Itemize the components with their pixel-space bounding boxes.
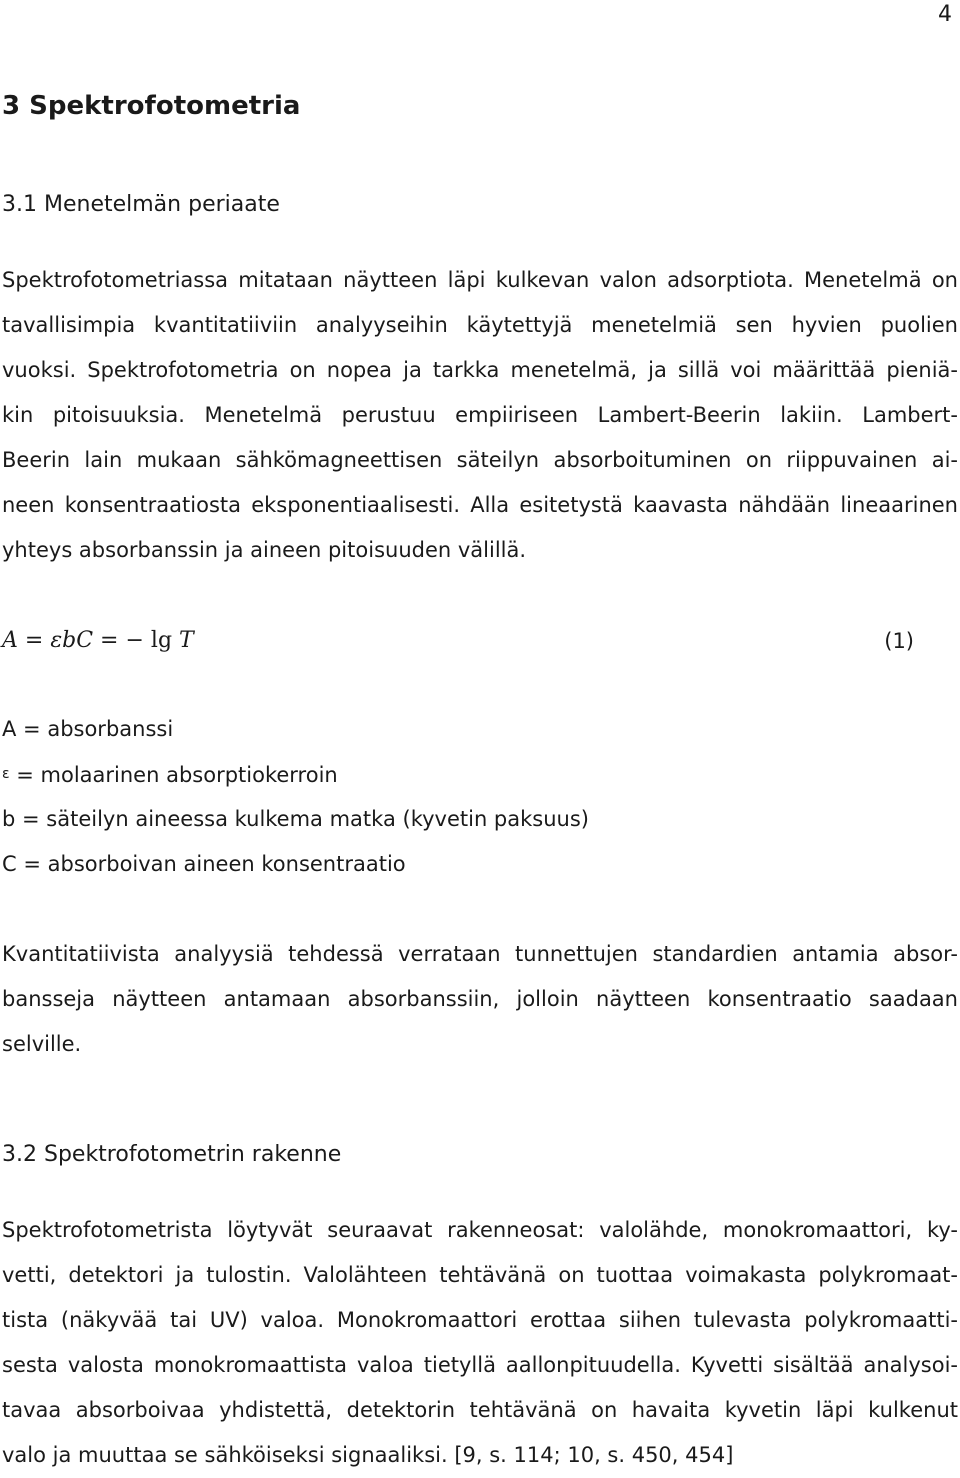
chapter-title: 3 Spektrofotometria — [2, 91, 301, 121]
section-title-3-2: 3.2 Spektrofotometrin rakenne — [2, 1142, 342, 1167]
paragraph-line: tavaa absorboivaa yhdistettä, detektorin tehtävänä on havaita kyvetin läpi kulkenut — [2, 1398, 958, 1422]
paragraph-line: vuoksi. Spektrofotometria on nopea ja tarkka menetelmä, ja sillä voi määrittää pieniä- — [2, 358, 958, 382]
page-number: 4 — [938, 2, 952, 27]
paragraph-line: vetti, detektori ja tulostin. Valolähteen tehtävänä on tuottaa voimakasta polykromaat- — [2, 1263, 958, 1287]
formula-equals: = — [17, 628, 51, 653]
formula-equals-minus: = − — [93, 628, 144, 653]
paragraph-line: tavallisimpia kvantitatiiviin analyyseihin käytettyjä menetelmiä sen hyvien puolien — [2, 313, 958, 337]
formula-symbol-a: A — [2, 628, 18, 653]
paragraph-line: sesta valosta monokromaattista valoa tietyllä aallonpituudella. Kyvetti sisältää analysoi- — [2, 1353, 958, 1377]
equation-number: (1) — [884, 629, 914, 653]
definition-symbol: A — [2, 717, 17, 741]
definition-symbol: b — [2, 807, 16, 831]
definition-symbol: C — [2, 852, 17, 876]
paragraph-line: kin pitoisuuksia. Menetelmä perustuu empiiriseen Lambert-Beerin lakiin. Lambert- — [2, 403, 958, 427]
paragraph-line: neen konsentraatiosta eksponentiaalisesti. Alla esitetystä kaavasta nähdään lineaarinen — [2, 493, 958, 517]
definition-concentration — [2, 849, 406, 879]
definition-text: = molaarinen absorptiokerroin — [9, 763, 338, 787]
section-title-3-1: 3.1 Menetelmän periaate — [2, 192, 280, 217]
definition-text: = absorbanssi — [16, 717, 174, 741]
definition-path-length — [2, 804, 589, 834]
definition-absorbance — [2, 714, 173, 744]
definition-symbol: ε — [2, 766, 10, 782]
paragraph-line: yhteys absorbanssin ja aineen pitoisuuden välillä. — [2, 538, 527, 562]
paragraph-line: Beerin lain mukaan sähkömagneettisen säteilyn absorboituminen on riippuvainen ai- — [2, 448, 958, 472]
paragraph-line: tista (näkyvää tai UV) valoa. Monokromaattori erottaa siihen tulevasta polykromaatti- — [2, 1308, 958, 1332]
paragraph-line: valo ja muuttaa se sähköiseksi signaaliksi. [9, s. 114; 10, s. 450, 454] — [2, 1443, 734, 1467]
paragraph-structure — [2, 1208, 958, 1478]
formula-symbol-b: b — [62, 628, 77, 653]
paragraph-principle — [2, 258, 958, 573]
paragraph-quantitative — [2, 932, 958, 1067]
definition-text: = absorboivan aineen konsentraatio — [16, 852, 406, 876]
beer-lambert-formula — [2, 624, 194, 658]
formula-symbol-epsilon: ε — [50, 628, 63, 653]
paragraph-line: Spektrofotometrista löytyvät seuraavat rakenneosat: valolähde, monokromaattori, ky- — [2, 1218, 958, 1242]
definition-molar-absorptivity — [2, 759, 338, 790]
paragraph-line: bansseja näytteen antamaan absorbanssiin, jolloin näytteen konsentraatio saadaan — [2, 987, 958, 1011]
formula-lg: lg — [150, 628, 173, 653]
paragraph-line: Kvantitatiivista analyysiä tehdessä verrataan tunnettujen standardien antamia absor- — [2, 942, 958, 966]
paragraph-line: selville. — [2, 1032, 82, 1056]
formula-symbol-t: T — [179, 628, 194, 653]
paragraph-line: Spektrofotometriassa mitataan näytteen läpi kulkevan valon adsorptiota. Menetelmä on — [2, 268, 958, 292]
formula-symbol-c: C — [76, 628, 94, 653]
definition-text: = säteilyn aineessa kulkema matka (kyvetin paksuus) — [15, 807, 589, 831]
